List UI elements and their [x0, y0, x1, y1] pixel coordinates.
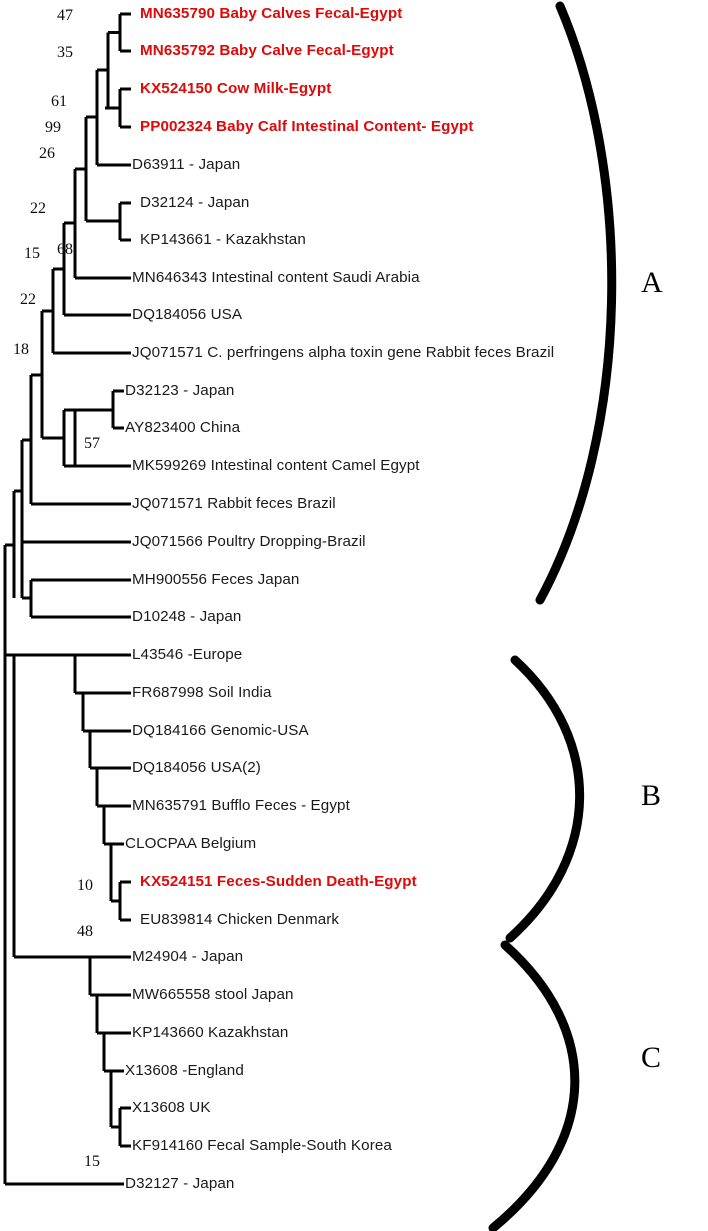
bootstrap-value: 22: [20, 291, 36, 308]
leaf-label: DQ184056 USA(2): [132, 759, 261, 776]
leaf-label: MN635792 Baby Calve Fecal-Egypt: [140, 42, 394, 59]
leaf-label: KX524150 Cow Milk-Egypt: [140, 80, 332, 97]
bootstrap-value: 57: [84, 435, 100, 452]
leaf-label: KX524151 Feces-Sudden Death-Egypt: [140, 873, 417, 890]
leaf-label: L43546 -Europe: [132, 646, 243, 663]
leaf-label: KP143660 Kazakhstan: [132, 1024, 289, 1041]
leaf-label: MN635791 Bufflo Feces - Egypt: [132, 797, 350, 814]
leaf-label: MH900556 Feces Japan: [132, 571, 300, 588]
bootstrap-value: 10: [77, 877, 93, 894]
leaf-label: MN635790 Baby Calves Fecal-Egypt: [140, 5, 403, 22]
leaf-label: D32124 - Japan: [140, 194, 250, 211]
bootstrap-value: 15: [24, 245, 40, 262]
bootstrap-value: 99: [45, 119, 61, 136]
leaf-label: D32127 - Japan: [125, 1175, 235, 1192]
leaf-label: JQ071571 Rabbit feces Brazil: [132, 495, 336, 512]
leaf-label: KP143661 - Kazakhstan: [140, 231, 306, 248]
leaf-label: M24904 - Japan: [132, 948, 244, 965]
bootstrap-value: 61: [51, 93, 67, 110]
bootstrap-value: 22: [30, 200, 46, 217]
bootstrap-value: 26: [39, 145, 55, 162]
bootstrap-value: 15: [84, 1153, 100, 1170]
bootstrap-value: 35: [57, 44, 73, 61]
clade-bracket-b: [510, 660, 580, 938]
leaf-label: D32123 - Japan: [125, 382, 235, 399]
clade-letter-b: B: [641, 779, 662, 812]
leaf-label: JQ071571 C. perfringens alpha toxin gene Rabbit feces Brazil: [132, 344, 555, 361]
leaf-label: EU839814 Chicken Denmark: [140, 911, 340, 928]
leaf-label: MW665558 stool Japan: [132, 986, 294, 1003]
leaf-label: MK599269 Intestinal content Camel Egypt: [132, 457, 420, 474]
leaf-label: X13608 UK: [132, 1099, 211, 1116]
leaf-label: AY823400 China: [125, 419, 241, 436]
leaf-label: FR687998 Soil India: [132, 684, 272, 701]
leaf-label: KF914160 Fecal Sample-South Korea: [132, 1137, 392, 1154]
leaf-label: MN646343 Intestinal content Saudi Arabia: [132, 269, 420, 286]
leaf-label: CLOCPAA Belgium: [125, 835, 257, 852]
clade-bracket-a: [540, 6, 612, 600]
leaf-label: D63911 - Japan: [132, 156, 241, 173]
bootstrap-value: 47: [57, 7, 73, 24]
leaf-label: DQ184056 USA: [132, 306, 243, 323]
leaf-label: PP002324 Baby Calf Intestinal Content- Egypt: [140, 118, 474, 135]
leaf-label: JQ071566 Poultry Dropping-Brazil: [132, 533, 366, 550]
bootstrap-value: 68: [57, 241, 73, 258]
leaf-label: X13608 -England: [125, 1062, 244, 1079]
clade-bracket-c: [493, 945, 575, 1228]
clade-letter-a: A: [641, 266, 663, 299]
bootstrap-value: 48: [77, 923, 93, 940]
bootstrap-value: 18: [13, 341, 29, 358]
leaf-label: DQ184166 Genomic-USA: [132, 722, 309, 739]
clade-letter-c: C: [641, 1041, 662, 1074]
leaf-label: D10248 - Japan: [132, 608, 242, 625]
